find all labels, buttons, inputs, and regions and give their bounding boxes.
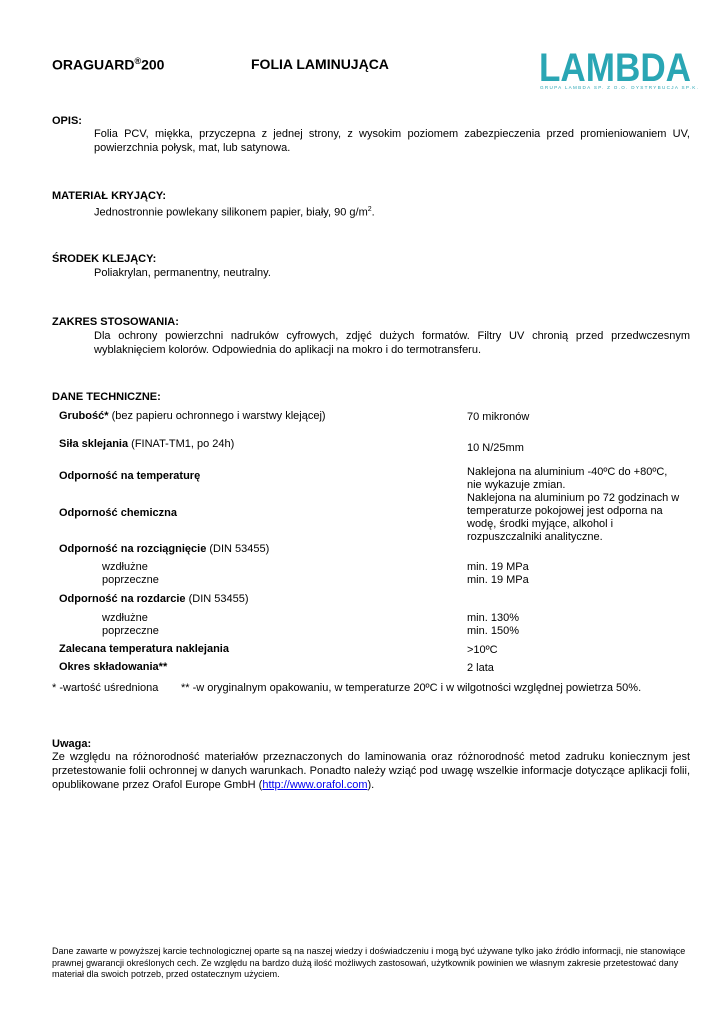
footnote-1: * -wartość uśredniona — [52, 682, 159, 694]
zakres-label: ZAKRES STOSOWANIA: — [52, 316, 179, 328]
zalecana-temp-label: Zalecana temperatura naklejania — [59, 643, 229, 655]
grubosc-row-label: Grubość* (bez papieru ochronnego i warstwy klejącej) — [59, 410, 326, 422]
rozciagniecie-value-2: min. 19 MPa — [467, 574, 529, 586]
temp-label: Odporność na temperaturę — [59, 470, 201, 482]
registered-mark: ® — [134, 56, 142, 66]
rozdarcie-sub-2: poprzeczne — [102, 625, 159, 637]
temp-value-1: Naklejona na aluminium -40ºC do +80ºC, — [467, 466, 668, 478]
temp-value-2: nie wykazuje zmian. — [467, 479, 566, 491]
product-type: FOLIA LAMINUJĄCA — [251, 56, 389, 72]
rozciagniecie-sub-2: poprzeczne — [102, 574, 159, 586]
logo-text: LAMBDA — [539, 48, 691, 84]
rozciagniecie-value-1: min. 19 MPa — [467, 561, 529, 573]
rozciagniecie-sub-1: wzdłużne — [102, 561, 148, 573]
orafol-link[interactable]: http://www.orafol.com — [262, 779, 368, 791]
srodek-text: Poliakrylan, permanentny, neutralny. — [94, 267, 271, 279]
rozdarcie-value-2: min. 150% — [467, 625, 519, 637]
rozdarcie-value-1: min. 130% — [467, 612, 519, 624]
uwaga-text: Ze względu na różnorodność materiałów przeznaczonych do laminowania oraz różnorodność metod zadruku koniecznym jest przetestowanie folii ochronnej w danych warunkach. Ponadto należy wziąć pod uwagę wszelkie informacje dotyczące aplikacji folii, opublikowane przez Orafol Europe GmbH (http://www.orafol.com). — [52, 751, 690, 791]
chem-value-3: wodę, środki myjące, alkohol i — [467, 518, 614, 530]
rozdarcie-label: Odporność na rozdarcie (DIN 53455) — [59, 593, 249, 605]
footer-disclaimer: Dane zawarte w powyższej karcie technologicznej oparte są na naszej wiedzy i doświadczeniu i mogą być używane tylko jako źródło informacji, nie stanowiące prawnej gwarancji określonych cech. Ze względu na bardzo dużą ilość możliwych zastosowań, użytkownik powinien we własnym zakresie przetestować dany materiał dla swoich potrzeb, przed ostatecznym użyciem. — [52, 946, 686, 979]
chem-value-4: rozpuszczalniki analityczne. — [467, 531, 603, 543]
opis-label: OPIS: — [52, 115, 82, 127]
zalecana-temp-value: >10ºC — [467, 644, 498, 656]
material-text: Jednostronnie powlekany silikonem papier, biały, 90 $g/m^2$. — [94, 206, 375, 219]
grubosc-value: 70 mikronów — [467, 411, 530, 423]
product-name: ORAGUARD®200 — [52, 56, 165, 73]
footnote-2: ** -w oryginalnym opakowaniu, w temperaturze 20ºC i w wilgotności względnej powietrza 50%. — [181, 682, 642, 694]
logo-subtitle: GRUPA LAMBDA SP. Z O.O. DYSTRYBUCJA SP.K. — [540, 85, 700, 90]
uwaga-label: Uwaga: — [52, 738, 92, 750]
tech-label: DANE TECHNICZNE: — [52, 391, 161, 403]
material-label: MATERIAŁ KRYJĄCY: — [52, 190, 167, 202]
okres-value: 2 lata — [467, 662, 494, 674]
chem-label: Odporność chemiczna — [59, 507, 177, 519]
okres-label: Okres składowania** — [59, 661, 168, 673]
rozciagniecie-label: Odporność na rozciągnięcie (DIN 53455) — [59, 543, 270, 555]
chem-value-1: Naklejona na aluminium po 72 godzinach w — [467, 492, 680, 504]
opis-text: Folia PCV, miękka, przyczepna z jednej strony, z wysokim poziomem zabezpieczenia przed promieniowaniem UV, powierzchnia połysk, mat, lub satynowa. — [94, 128, 690, 154]
srodek-label: ŚRODEK KLEJĄCY: — [52, 253, 157, 265]
chem-value-2: temperaturze pokojowej jest odporna na — [467, 505, 663, 517]
lambda-logo-mark — [537, 48, 693, 84]
lambda-logo — [537, 48, 700, 94]
sila-value: 10 N/25mm — [467, 442, 524, 454]
zakres-text: Dla ochrony powierzchni nadruków cyfrowych, zdjęć dużych formatów. Filtry UV chronią przed przedwczesnym wyblaknięciem kolorów. Odpowiednia do aplikacji na mokro i do termotransferu. — [94, 330, 690, 356]
sila-row-label: Siła sklejania (FINAT-TM1, po 24h) — [59, 438, 235, 450]
rozdarcie-sub-1: wzdłużne — [102, 612, 148, 624]
